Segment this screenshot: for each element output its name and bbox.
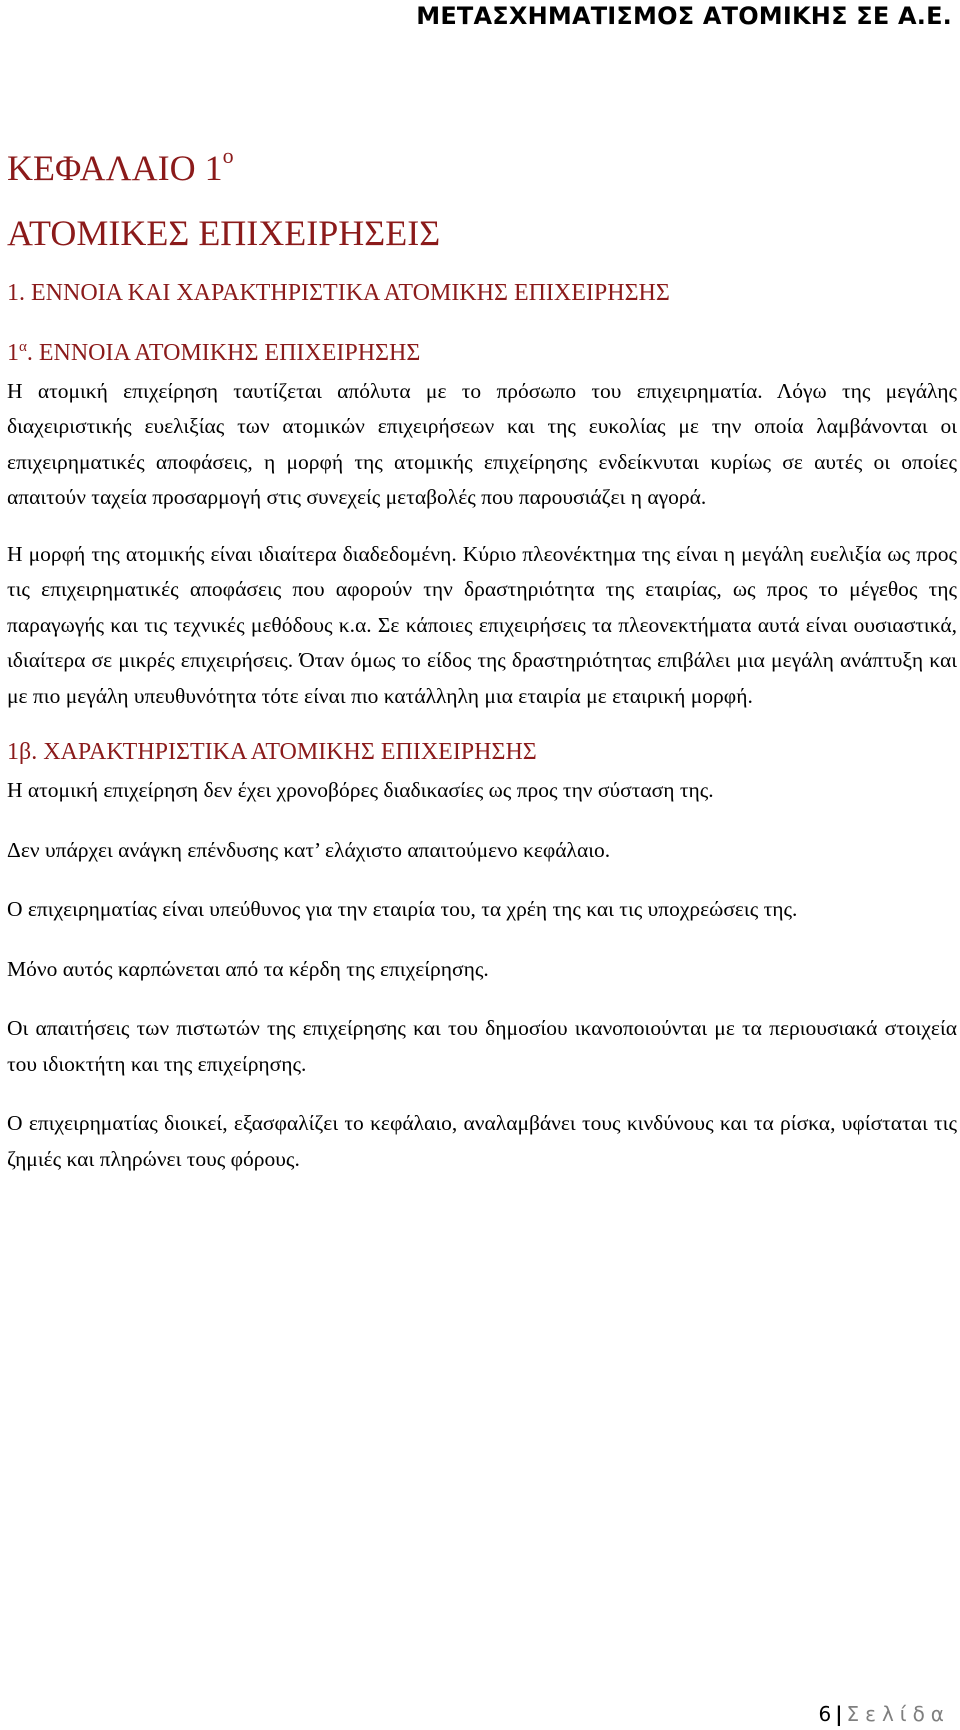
characteristic-item: Ο επιχειρηματίας διοικεί, εξασφαλίζει το κεφάλαιο, αναλαμβάνει τους κινδύνους και τα ρίσκα, υφίσταται τις ζημιές και πληρώνει τους φόρους.: [7, 1111, 957, 1171]
characteristic-item: Δεν υπάρχει ανάγκη επένδυσης κατ’ ελάχιστο απαιτούμενο κεφάλαιο.: [7, 837, 611, 862]
page-number: 6: [818, 1702, 832, 1726]
characteristic-item: Ο επιχειρηματίας είναι υπεύθυνος για την εταιρία του, τα χρέη της και τις υποχρεώσεις της.: [7, 897, 798, 922]
section-heading: 1. ΕΝΝΟΙΑ ΚΑΙ ΧΑΡΑΚΤΗΡΙΣΤΙΚΑ ΑΤΟΜΙΚΗΣ ΕΠΙΧΕΙΡΗΣΗΣ: [7, 280, 670, 307]
subsection-1a-superscript: α: [19, 338, 27, 355]
document-body: [7, 143, 957, 1201]
chapter-label: [7, 143, 957, 189]
subsection-1a-number: 1: [7, 339, 19, 366]
subsection-1a-heading: [7, 338, 957, 368]
paragraph: Η ατομική επιχείρηση ταυτίζεται απόλυτα με το πρόσωπο του επιχειρηματία. Λόγω της μεγάλης διαχειριστικής ευελιξίας των ατομικών επιχειρήσεων και της ευκολίας με την οποία λαμβάνονται οι επιχειρηματικές αποφάσεις, η μορφή της ατομικής επιχείρησης ενδείκνυται κυρίως σε αυτές οι οποίες απαιτούν ταχεία προσαρμογή στις συνεχείς μεταβολές που παρουσιάζει η αγορά.: [7, 378, 957, 510]
characteristic-item: Μόνο αυτός καρπώνεται από τα κέρδη της επιχείρησης.: [7, 956, 489, 981]
chapter-title: ΑΤΟΜΙΚΕΣ ΕΠΙΧΕΙΡΗΣΕΙΣ: [7, 212, 441, 253]
running-header: ΜΕΤΑΣΧΗΜΑΤΙΣΜΟΣ ΑΤΟΜΙΚΗΣ ΣΕ Α.Ε.: [416, 2, 952, 30]
subsection-1a-title: . ΕΝΝΟΙΑ ΑΤΟΜΙΚΗΣ ΕΠΙΧΕΙΡΗΣΗΣ: [26, 339, 421, 366]
subsection-1b-heading: 1β. ΧΑΡΑΚΤΗΡΙΣΤΙΚΑ ΑΤΟΜΙΚΗΣ ΕΠΙΧΕΙΡΗΣΗΣ: [7, 739, 537, 766]
chapter-superscript: ο: [222, 143, 234, 168]
characteristic-item: Η ατομική επιχείρηση δεν έχει χρονοβόρες διαδικασίες ως προς την σύσταση της.: [7, 778, 714, 803]
characteristic-item: Οι απαιτήσεις των πιστωτών της επιχείρησης και του δημοσίου ικανοποιούνται με τα περιουσιακά στοιχεία του ιδιοκτήτη και της επιχείρησης.: [7, 1016, 957, 1076]
page-label: Σελίδα: [846, 1702, 950, 1726]
chapter-number: ΚΕΦΑΛΑΙΟ 1: [7, 148, 223, 188]
page-footer: [818, 1700, 950, 1728]
paragraph: Η μορφή της ατομικής είναι ιδιαίτερα διαδεδομένη. Κύριο πλεονέκτημα της είναι η μεγάλη ευελιξία ως προς τις επιχειρηματικές αποφάσεις που αφορούν την δραστηριότητα της εταιρίας, ως προς το μέγεθος της παραγωγής και τις τεχνικές μεθόδους κ.α. Σε κάποιες επιχειρήσεις τα πλεονεκτήματα αυτά είναι ουσιαστικά, ιδιαίτερα σε μικρές επιχειρήσεις. Όταν όμως το είδος της δραστηριότητας επιβάλει μια μεγάλη ανάπτυξη και με πιο μεγάλη υπευθυνότητα τότε είναι πιο κατάλληλη μια εταιρία με εταιρική μορφή.: [7, 541, 957, 708]
footer-separator: |: [835, 1702, 843, 1726]
